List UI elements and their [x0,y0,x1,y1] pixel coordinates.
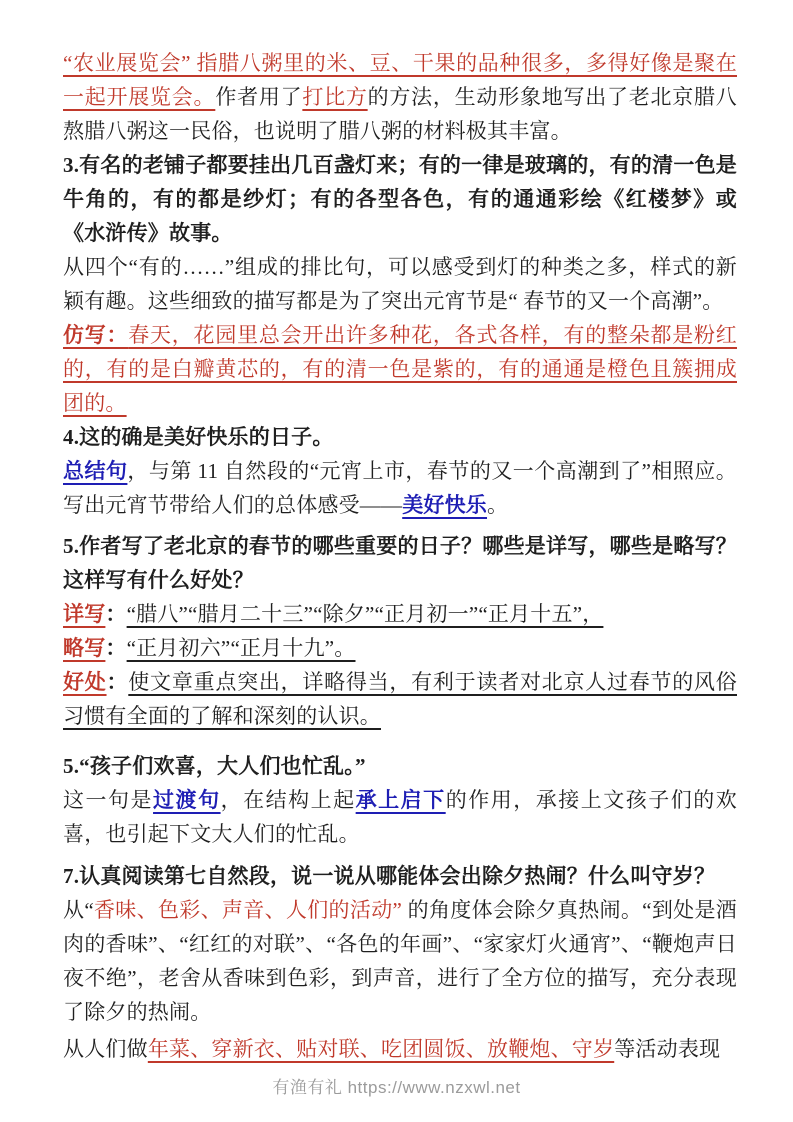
text-segment: 从“ [63,898,94,922]
text-segment: 这一句是 [63,788,154,812]
para-haochu [63,665,737,733]
text-segment: ，与第 11 自然段的“元宵上市，春节的又一个高潮到了”相照应。写出元宵节带给人们的总体感受—— [63,459,737,517]
text-segment: 过渡句 [153,788,221,812]
heading-q5a [63,529,737,597]
text-segment: 好处 [63,670,107,694]
para-chuxi [63,893,737,1029]
text-segment: ： [106,670,129,694]
text-segment: 的作用，承接上文孩子们的欢喜，也引起下文大人们的忙乱。 [63,788,737,846]
text-segment: 春天，花园里总会开出许多种花，各式各样，有的整朵都是粉红的，有的是白瓣黄芯的，有的清一色是紫的，有的通通是橙色且簇拥成团的。 [63,323,737,415]
text-segment: 香味、色彩、声音、人们的活动” [93,898,403,922]
text-segment: 略写 [63,636,106,660]
text-segment: “正月初六”“正月十九”。 [126,636,356,660]
text-segment: “农业展览会” 指腊八粥里的米、豆、干果的品种很多，多得好像是聚在一起开展览会。 [63,51,737,109]
text-segment: 作者用了 [215,85,303,109]
heading-q5b [63,749,737,783]
text-segment: 详写 [63,602,106,626]
heading-q3 [63,148,737,250]
text-segment: ： [105,602,127,626]
para-zongjieju [63,454,737,522]
para-fangxie [63,318,737,420]
heading-q7 [63,859,737,893]
text-segment: 打比方 [302,85,368,109]
text-segment: 。 [487,493,509,517]
text-segment: 从四个“有的……”组成的排比句，可以感受到灯的种类之多，样式的新颖有趣。这些细致的描写都是为了突出元宵节是“ 春节的又一个高潮”。 [63,255,737,313]
text-segment: 年菜、穿新衣、贴对联、吃团圆饭、放鞭炮、守岁 [147,1037,615,1061]
text-segment: 的方法，生动形象地写出了老北京腊八熬腊八粥这一民俗，也说明了腊八粥的材料极其丰富。 [63,85,737,143]
para-labazhou-analysis [63,46,737,148]
text-segment: ，在结构上起 [220,788,356,812]
text-segment: 的角度体会除夕真热闹。“到处是酒肉的香味”、“红红的对联”、“各色的年画”、“家家灯火通宵”、“鞭炮声日夜不绝”，老舍从香味到色彩，到声音，进行了全方位的描写，充分表现了除夕的热闹。 [63,898,737,1024]
text-segment: 承上启下 [355,788,446,812]
para-guoduju [63,783,737,851]
text-segment: 等活动表现 [614,1037,721,1061]
para-paibiju [63,250,737,318]
text-segment: 5.“孩子们欢喜，大人们也忙乱。” [63,754,366,778]
text-segment: 从人们做 [63,1037,148,1061]
para-lvexie [63,631,737,665]
text-segment: 5.作者写了老北京的春节的哪些重要的日子？哪些是详写，哪些是略写？这样写有什么好处？ [63,534,737,592]
text-segment: 7.认真阅读第七自然段，说一说从哪能体会出除夕热闹？什么叫守岁？ [63,864,716,888]
heading-q4 [63,420,737,454]
text-segment: 仿写： [63,323,129,347]
text-segment: 4.这的确是美好快乐的日子。 [63,425,334,449]
text-segment: 美好快乐 [402,493,488,517]
text-segment: 总结句 [63,459,128,483]
text-segment: 3.有名的老铺子都要挂出几百盏灯来；有的一律是玻璃的，有的清一色是牛角的，有的都是纱灯；有的各型各色，有的通通彩绘《红楼梦》或《水浒传》故事。 [63,153,737,245]
para-xiangxie [63,597,737,631]
page-footer-watermark: 有渔有礼 https://www.nzxwl.net [272,1078,521,1097]
para-huodong [63,1032,737,1066]
text-segment: ： [105,636,127,660]
text-segment: 使文章重点突出，详略得当，有利于读者对北京人过春节的风俗习惯有全面的了解和深刻的认识。 [63,670,737,728]
text-segment: “腊八”“腊月二十三”“除夕”“正月初一”“正月十五”， [126,602,604,626]
document-body [63,46,737,1066]
